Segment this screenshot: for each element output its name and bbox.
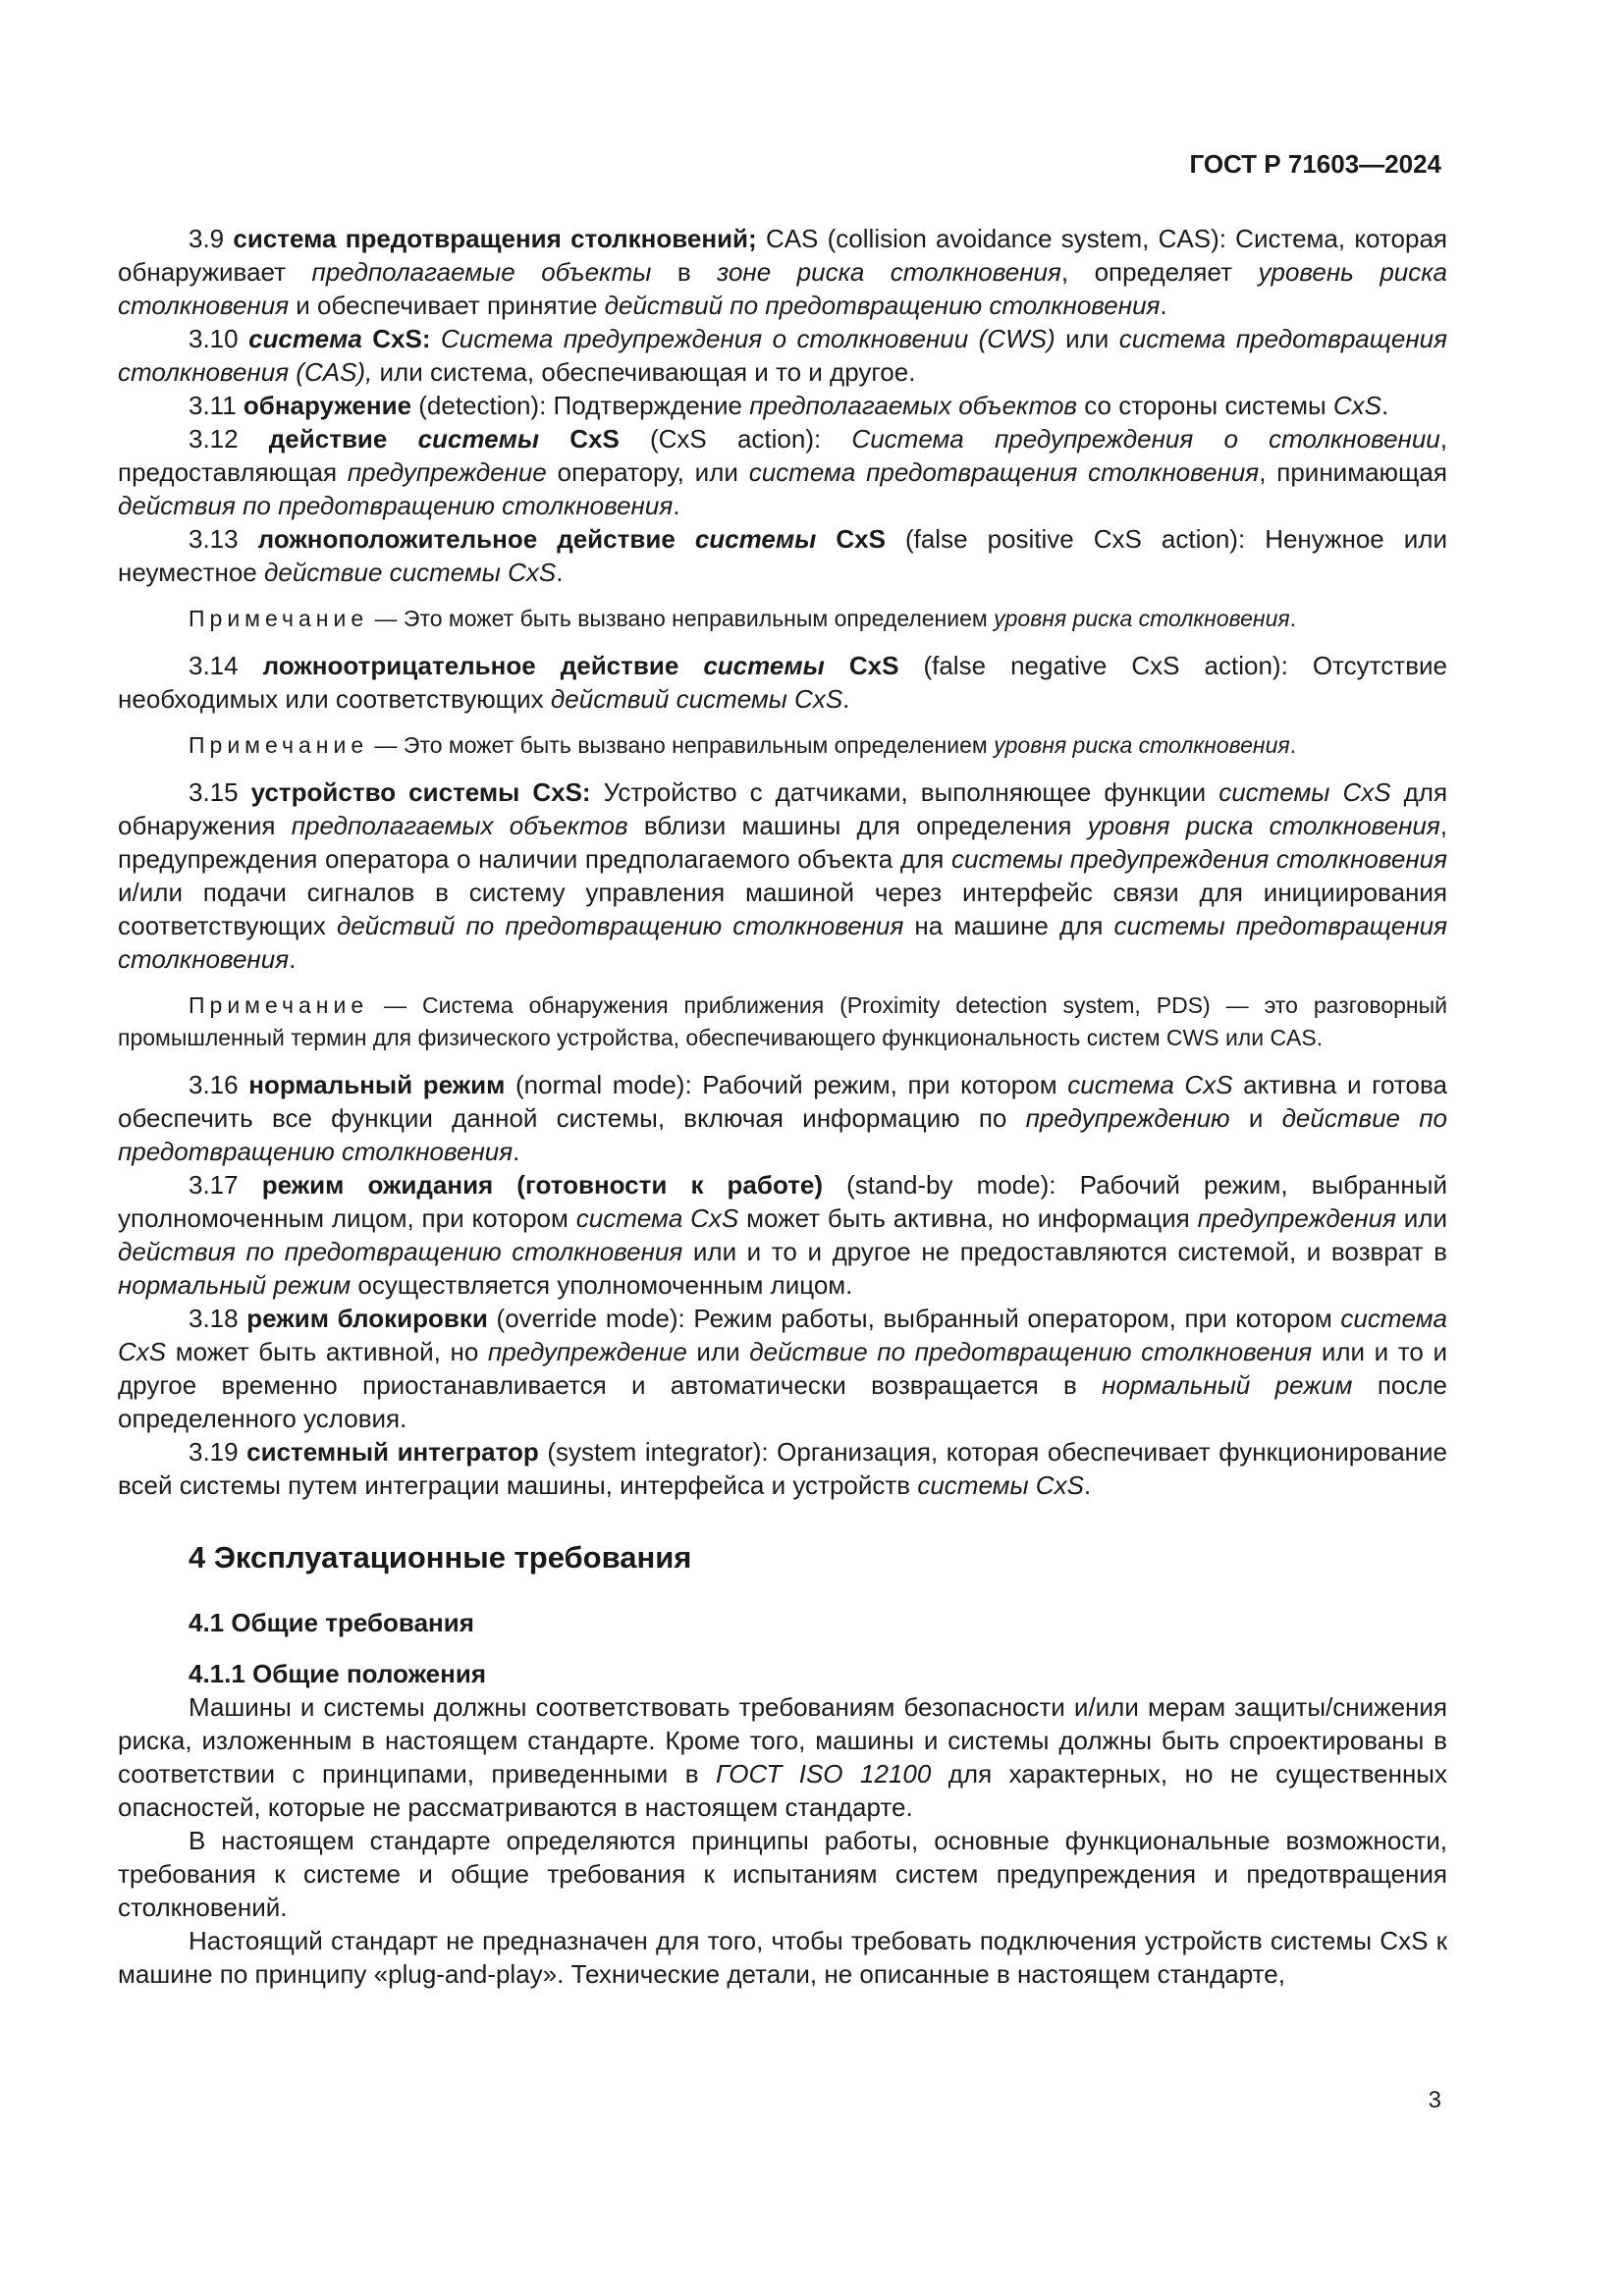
note-2: Примечание — Это может быть вызвано неправильным определением уровня риска столкновения. xyxy=(189,732,1297,758)
term-3-14: 3.14 ложноотрицательное действие системы CxS (false negative CxS action): Отсутствие необходимых или соответствующих действий системы CxS. xyxy=(118,651,1447,714)
section-4-heading: 4 Эксплуатационные требования xyxy=(189,1540,692,1575)
term-3-12: 3.12 действие системы CxS (CxS action): Система предупреждения о столкновении, предоставляющая предупреждение оператору, или система предотвращения столкновения, принимающая действия по предотвращению столкновения. xyxy=(118,424,1447,520)
term-3-18: 3.18 режим блокировки (override mode): Режим работы, выбранный оператором, при котором система CxS может быть активной, но предупреждение или действие по предотвращению столкновения или и то и другое временно приостанавливается и автоматически возвращается в нормальный режим после определенного условия. xyxy=(118,1304,1447,1433)
paragraph-3: Настоящий стандарт не предназначен для того, чтобы требовать подключения устройств системы CxS к машине по принципу «plug-and-play». Технические детали, не описанные в настоящем стандарте, xyxy=(118,1926,1447,1989)
paragraph-2: В настоящем стандарте определяются принципы работы, основные функциональные возможности, требования к системе и общие требования к испытаниям систем предупреждения и предотвращения столкновений. xyxy=(118,1826,1447,1922)
note-1: Примечание — Это может быть вызвано неправильным определением уровня риска столкновения. xyxy=(189,606,1297,631)
term-3-9: 3.9 система предотвращения столкновений; CAS (collision avoidance system, CAS): Система, которая обнаруживает предполагаемые объекты в зоне риска столкновения, определяет уровень риска столкновения и обеспечивает принятие действий по предотвращению столкновения. xyxy=(118,224,1447,320)
term-3-16: 3.16 нормальный режим (normal mode): Рабочий режим, при котором система CxS активна и готова обеспечить все функции данной системы, включая информацию по предупреждению и действие по предотвращению столкновения. xyxy=(118,1070,1447,1166)
page-number: 3 xyxy=(1428,2087,1441,2113)
term-3-13: 3.13 ложноположительное действие системы CxS (false positive CxS action): Ненужное или неуместное действие системы CxS. xyxy=(118,524,1448,587)
term-3-11: 3.11 обнаружение (detection): Подтверждение предполагаемых объектов со стороны системы CxS. xyxy=(189,391,1389,420)
subsection-4-1-heading: 4.1 Общие требования xyxy=(189,1608,474,1637)
document-id: ГОСТ Р 71603—2024 xyxy=(1189,149,1441,179)
document-body xyxy=(118,222,1447,1991)
term-3-15: 3.15 устройство системы CxS: Устройство с датчиками, выполняющее функции системы CxS для обнаружения предполагаемых объектов вблизи машины для определения уровня риска столкновения, предупреждения оператора о наличии предполагаемого объекта для системы предупреждения столкновения и/или подачи сигналов в систему управления машиной через интерфейс связи для инициирования соответствующих действий по предотвращению столкновения на машине для системы предотвращения столкновения. xyxy=(118,777,1448,974)
term-3-19: 3.19 системный интегратор (system integrator): Организация, которая обеспечивает функционирование всей системы путем интеграции машины, интерфейса и устройств системы CxS. xyxy=(118,1437,1448,1500)
term-3-10: 3.10 система CxS: Система предупреждения о столкновении (CWS) или система предотвращения столкновения (CAS), или система, обеспечивающая и то и другое. xyxy=(118,324,1447,387)
term-3-17: 3.17 режим ожидания (готовности к работе) (stand-by mode): Рабочий режим, выбранный уполномоченным лицом, при котором система CxS может быть активна, но информация предупреждения или действия по предотвращению столкновения или и то и другое не предоставляются системой, и возврат в нормальный режим осуществляется уполномоченным лицом. xyxy=(118,1170,1447,1300)
paragraph-1: Машины и системы должны соответствовать требованиям безопасности и/или мерам защиты/снижения риска, изложенным в настоящем стандарте. Кроме того, машины и системы должны быть спроектированы в соответствии с принципами, приведенными в ГОСТ ISO 12100 для характерных, но не существенных опасностей, которые не рассматриваются в настоящем стандарте. xyxy=(118,1692,1447,1822)
subsection-4-1-1-heading: 4.1.1 Общие положения xyxy=(189,1659,486,1688)
note-3: Примечание — Система обнаружения приближения (Proximity detection system, PDS) — это разговорный промышленный термин для физического устройства, обеспечивающего функциональность систем CWS или CAS. xyxy=(118,992,1447,1050)
